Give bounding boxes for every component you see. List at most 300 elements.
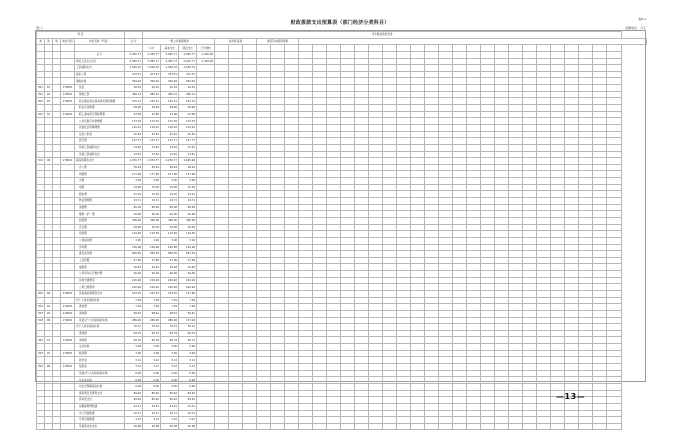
table-cell	[369, 284, 383, 291]
cell-sub	[53, 151, 61, 158]
table-cell	[579, 317, 593, 324]
table-cell	[565, 65, 579, 72]
table-cell	[509, 350, 523, 357]
table-cell	[327, 310, 341, 317]
table-cell	[453, 364, 467, 371]
table-cell	[579, 151, 593, 158]
table-cell	[509, 111, 523, 118]
table-cell	[327, 251, 341, 258]
cell-econ-code	[61, 423, 75, 430]
table-cell	[537, 51, 551, 58]
table-cell	[257, 397, 271, 404]
table-cell	[257, 65, 271, 72]
table-cell	[229, 144, 243, 151]
table-cell	[509, 297, 523, 304]
table-cell	[327, 198, 341, 205]
table-cell	[537, 211, 551, 218]
budget-table	[36, 31, 647, 430]
table-cell	[523, 78, 537, 85]
row-total: 3.00	[125, 344, 143, 351]
table-cell	[355, 304, 369, 311]
table-cell	[313, 423, 327, 430]
table-cell	[257, 377, 271, 384]
table-cell	[341, 144, 355, 151]
row-value: 380.12	[161, 91, 179, 98]
table-cell	[453, 257, 467, 264]
table-cell	[411, 251, 425, 258]
row-value: 119.50	[143, 231, 161, 238]
table-cell	[229, 357, 243, 364]
table-cell	[607, 85, 622, 92]
header-cell	[271, 45, 285, 52]
table-row	[37, 191, 647, 198]
table-cell	[495, 164, 509, 171]
row-name: 其他工资福利支出	[75, 151, 125, 158]
table-cell	[495, 191, 509, 198]
table-cell	[397, 317, 411, 324]
table-cell	[313, 138, 327, 145]
table-cell	[313, 277, 327, 284]
table-row	[37, 284, 647, 291]
row-name: 生活补助	[75, 344, 125, 351]
table-cell	[593, 138, 607, 145]
table-cell	[327, 217, 341, 224]
table-cell	[341, 51, 355, 58]
cell-econ-code	[61, 390, 75, 397]
table-cell	[257, 403, 271, 410]
cell-sub	[53, 264, 61, 271]
table-cell	[607, 290, 622, 297]
row-total: 156.96	[125, 244, 143, 251]
table-cell	[313, 131, 327, 138]
cell-sub	[53, 231, 61, 238]
table-cell	[313, 51, 327, 58]
table-cell	[523, 231, 537, 238]
cell-sub	[53, 310, 61, 317]
table-cell	[453, 277, 467, 284]
table-cell	[397, 91, 411, 98]
table-cell	[397, 58, 411, 65]
table-cell	[355, 184, 369, 191]
table-cell	[257, 151, 271, 158]
table-cell	[257, 91, 271, 98]
table-cell	[523, 264, 537, 271]
table-cell	[383, 251, 397, 258]
table-cell	[481, 324, 495, 331]
table-cell	[383, 304, 397, 311]
table-cell	[509, 65, 523, 72]
row-value: 0.00	[143, 377, 161, 384]
row-value: 0.00	[161, 370, 179, 377]
table-cell	[467, 124, 481, 131]
table-cell	[341, 377, 355, 384]
table-cell	[411, 211, 425, 218]
table-cell	[341, 357, 355, 364]
table-cell	[425, 158, 439, 165]
table-cell	[425, 191, 439, 198]
cell-sub	[53, 98, 61, 105]
table-cell	[551, 158, 565, 165]
table-cell	[579, 204, 593, 211]
table-cell	[565, 284, 579, 291]
table-cell	[285, 324, 299, 331]
table-cell	[229, 271, 243, 278]
table-cell	[299, 364, 313, 371]
table-cell	[341, 131, 355, 138]
table-cell	[355, 344, 369, 351]
table-cell	[369, 423, 383, 430]
table-cell	[607, 330, 622, 337]
table-cell	[481, 284, 495, 291]
cell-econ-code: 170001	[61, 85, 75, 92]
table-cell	[551, 151, 565, 158]
table-cell	[243, 71, 257, 78]
table-cell	[341, 284, 355, 291]
table-cell	[215, 144, 229, 151]
row-name: 奖金	[75, 85, 125, 92]
table-cell	[453, 198, 467, 205]
table-cell	[495, 171, 509, 178]
cell-item	[45, 124, 53, 131]
cell-sub	[53, 324, 61, 331]
table-cell	[495, 304, 509, 311]
table-cell	[551, 383, 565, 390]
table-cell	[579, 271, 593, 278]
table-cell	[327, 151, 341, 158]
table-cell	[579, 337, 593, 344]
table-cell	[495, 124, 509, 131]
row-total: 174.70	[125, 118, 143, 125]
cell-sub	[53, 257, 61, 264]
table-cell	[369, 410, 383, 417]
table-cell	[341, 257, 355, 264]
table-cell	[481, 191, 495, 198]
table-cell	[285, 111, 299, 118]
table-cell	[467, 231, 481, 238]
row-value: 98.61	[143, 310, 161, 317]
table-cell	[453, 171, 467, 178]
table-cell	[341, 105, 355, 112]
table-cell	[313, 231, 327, 238]
table-cell	[299, 344, 313, 351]
header-row-1	[37, 32, 647, 39]
table-cell	[509, 370, 523, 377]
table-cell	[481, 184, 495, 191]
table-cell	[495, 271, 509, 278]
row-value: 10.11	[179, 410, 197, 417]
row-value: 3.12	[179, 357, 197, 364]
table-cell	[537, 277, 551, 284]
table-cell	[523, 403, 537, 410]
table-cell	[229, 397, 243, 404]
table-cell	[593, 390, 607, 397]
table-cell	[565, 91, 579, 98]
table-cell	[271, 124, 285, 131]
table-cell	[411, 124, 425, 131]
table-cell	[327, 51, 341, 58]
table-cell	[327, 184, 341, 191]
row-value: 2,070.77	[161, 158, 179, 165]
row-value: 831.39	[179, 251, 197, 258]
table-cell	[271, 204, 285, 211]
table-cell	[565, 377, 579, 384]
table-cell	[579, 178, 593, 185]
row-value: 836.56	[143, 251, 161, 258]
table-cell	[411, 284, 425, 291]
table-row	[37, 138, 647, 145]
table-cell	[271, 71, 285, 78]
table-cell	[411, 337, 425, 344]
table-cell	[481, 211, 495, 218]
cell-class	[37, 211, 45, 218]
table-cell	[327, 85, 341, 92]
table-cell	[243, 277, 257, 284]
table-cell	[243, 231, 257, 238]
table-cell	[607, 184, 622, 191]
row-value: 26.00	[179, 271, 197, 278]
table-cell	[369, 131, 383, 138]
cell-econ-code	[61, 383, 75, 390]
row-value: 3.15	[179, 417, 197, 424]
row-name: 商品和服务支出	[75, 158, 125, 165]
cell-sub	[53, 131, 61, 138]
table-cell	[285, 344, 299, 351]
table-cell	[215, 257, 229, 264]
table-cell	[551, 51, 565, 58]
table-cell	[355, 237, 369, 244]
table-cell	[369, 211, 383, 218]
table-cell	[509, 91, 523, 98]
table-cell	[537, 118, 551, 125]
page-number: —13—	[556, 392, 586, 401]
table-cell	[565, 105, 579, 112]
cell-class	[37, 370, 45, 377]
unit-label: 部门：	[36, 26, 46, 30]
table-cell	[341, 310, 355, 317]
cell-item	[45, 144, 53, 151]
table-cell	[481, 383, 495, 390]
table-cell	[327, 231, 341, 238]
cell-item	[45, 324, 53, 331]
table-cell	[453, 403, 467, 410]
table-cell	[341, 237, 355, 244]
row-value: 98.61	[179, 310, 197, 317]
row-value: 69.79	[179, 330, 197, 337]
header-cell	[313, 45, 327, 52]
row-name: 资本性支出	[75, 397, 125, 404]
table-cell	[369, 191, 383, 198]
table-cell	[537, 290, 551, 297]
table-cell	[341, 111, 355, 118]
table-cell	[523, 51, 537, 58]
table-cell	[565, 231, 579, 238]
table-cell	[425, 344, 439, 351]
table-cell	[467, 350, 481, 357]
table-cell	[523, 98, 537, 105]
table-cell	[215, 310, 229, 317]
table-cell	[271, 178, 285, 185]
table-cell	[565, 51, 579, 58]
header-cell	[565, 45, 579, 52]
table-cell	[467, 264, 481, 271]
table-cell	[397, 277, 411, 284]
row-total: 69.79	[125, 337, 143, 344]
table-cell	[327, 71, 341, 78]
header-cell	[425, 45, 439, 52]
table-cell	[355, 211, 369, 218]
table-cell	[285, 51, 299, 58]
table-cell	[523, 91, 537, 98]
table-cell	[425, 251, 439, 258]
table-cell	[341, 417, 355, 424]
cell-econ-code	[61, 124, 75, 131]
header-cell	[593, 45, 607, 52]
table-cell	[271, 231, 285, 238]
table-cell	[243, 131, 257, 138]
table-cell	[523, 344, 537, 351]
table-cell	[481, 357, 495, 364]
table-cell	[523, 178, 537, 185]
table-cell	[285, 390, 299, 397]
table-cell	[271, 297, 285, 304]
table-cell	[551, 171, 565, 178]
table-cell	[299, 51, 313, 58]
table-cell	[425, 377, 439, 384]
table-cell	[565, 350, 579, 357]
table-cell	[425, 211, 439, 218]
table-cell	[551, 138, 565, 145]
table-cell	[481, 390, 495, 397]
table-cell	[467, 51, 481, 58]
table-cell	[607, 178, 622, 185]
table-cell	[467, 324, 481, 331]
cell-item	[45, 151, 53, 158]
table-cell	[425, 71, 439, 78]
header-project: 项目支出	[179, 45, 197, 52]
table-cell	[537, 264, 551, 271]
row-value	[197, 377, 215, 384]
table-cell	[439, 317, 453, 324]
table-cell	[593, 337, 607, 344]
table-cell	[271, 423, 285, 430]
table-cell	[299, 78, 313, 85]
cell-class: 303	[38, 351, 43, 355]
table-cell	[397, 251, 411, 258]
row-value: 3.00	[179, 237, 197, 244]
table-cell	[215, 231, 229, 238]
table-cell	[397, 158, 411, 165]
table-cell	[439, 224, 453, 231]
table-cell	[383, 198, 397, 205]
row-value: 69.79	[143, 337, 161, 344]
table-cell	[509, 204, 523, 211]
table-cell	[439, 297, 453, 304]
table-cell	[257, 224, 271, 231]
table-cell	[341, 151, 355, 158]
table-cell	[411, 257, 425, 264]
table-cell	[537, 124, 551, 131]
table-cell	[355, 410, 369, 417]
header-row-2	[37, 38, 647, 45]
table-cell	[509, 124, 523, 131]
table-cell	[327, 297, 341, 304]
table-cell	[397, 397, 411, 404]
table-cell	[355, 191, 369, 198]
table-cell	[369, 357, 383, 364]
table-cell	[229, 58, 243, 65]
table-cell	[593, 410, 607, 417]
table-cell	[327, 204, 341, 211]
table-cell	[313, 257, 327, 264]
table-cell	[299, 423, 313, 430]
table-cell	[215, 251, 229, 258]
row-name: 救济费	[75, 350, 125, 357]
table-cell	[565, 417, 579, 424]
row-total: 15.00	[125, 184, 143, 191]
table-cell	[383, 71, 397, 78]
table-cell	[299, 297, 313, 304]
table-cell	[383, 317, 397, 324]
table-cell	[509, 217, 523, 224]
cell-class	[37, 65, 45, 72]
table-cell	[565, 118, 579, 125]
table-cell	[369, 277, 383, 284]
table-cell	[229, 284, 243, 291]
row-name: 公务用车运行维护费	[75, 271, 125, 278]
row-value: 836.56	[161, 251, 179, 258]
table-cell	[369, 78, 383, 85]
cell-class	[37, 330, 45, 337]
table-cell	[607, 317, 622, 324]
row-value	[197, 211, 215, 218]
cell-econ-code: 170001	[61, 310, 75, 317]
table-cell	[467, 244, 481, 251]
row-name: 邮电费	[75, 191, 125, 198]
table-cell	[355, 105, 369, 112]
row-value	[197, 71, 215, 78]
table-cell	[285, 304, 299, 311]
table-cell	[425, 403, 439, 410]
row-value: 69.79	[179, 337, 197, 344]
table-cell	[355, 151, 369, 158]
cell-item	[45, 330, 53, 337]
row-value: 15.00	[161, 184, 179, 191]
table-cell	[271, 264, 285, 271]
table-cell	[285, 224, 299, 231]
cell-item: 31	[45, 337, 53, 344]
table-cell	[341, 350, 355, 357]
table-cell	[341, 138, 355, 145]
table-cell	[593, 370, 607, 377]
table-cell	[593, 158, 607, 165]
cell-class	[37, 131, 45, 138]
table-cell	[509, 357, 523, 364]
table-cell	[257, 217, 271, 224]
table-cell	[341, 271, 355, 278]
table-cell	[229, 317, 243, 324]
header-cell	[579, 45, 593, 52]
row-total: 98.61	[125, 310, 143, 317]
table-cell	[257, 383, 271, 390]
table-cell	[439, 304, 453, 311]
cell-class	[37, 383, 45, 390]
table-cell	[565, 337, 579, 344]
table-cell	[327, 410, 341, 417]
table-cell	[411, 357, 425, 364]
cell-item	[45, 344, 53, 351]
table-cell	[481, 297, 495, 304]
table-cell	[257, 277, 271, 284]
